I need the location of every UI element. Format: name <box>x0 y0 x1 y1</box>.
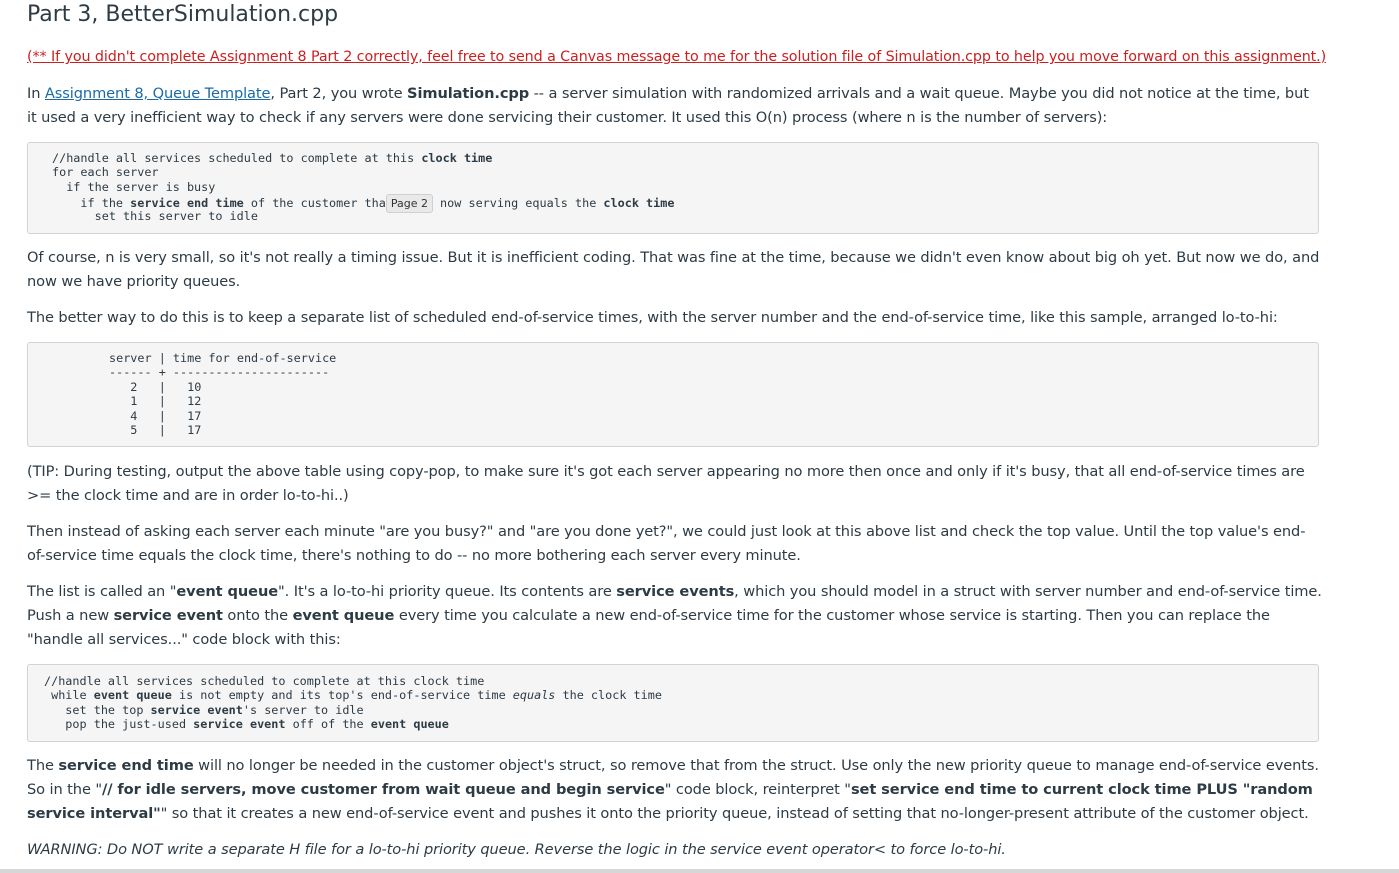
code-block-old-loop <box>27 142 1319 234</box>
intro-text-1: In <box>27 85 45 102</box>
assignment-8-link[interactable]: Assignment 8, Queue Template <box>44 85 271 102</box>
code-line: //handle all services scheduled to complete at this clock time <box>52 151 493 165</box>
of-course-paragraph: Of course, n is very small, so it's not really a timing issue. But it is inefficient coding. That was fine at the time, because we didn't even know about big oh yet. But now we do, and now we have priority queues. <box>27 249 1320 290</box>
intro-text-3: -- a server simulation with randomized arrivals and a wait queue. Maybe you did not notice at the time, but it used a very inefficient way to check if any servers were done servicing their customer. It used this O(n) process (where n is the number of servers): <box>27 85 1309 126</box>
code-line: set the top service event's server to idle <box>44 702 364 717</box>
code-line: while event queue is not empty and its top's end-of-service time equals the clock time <box>44 688 662 703</box>
intro-paragraph <box>27 82 1322 130</box>
code-line: if the server is busy <box>52 179 216 194</box>
table-row: 4 | 17 <box>109 408 202 423</box>
tip-paragraph: (TIP: During testing, output the above table using copy-pop, to make sure it's got each server appearing no more then once and only if it's busy, that all end-of-service times are >= the clock time and are in order lo-to-hi..) <box>27 463 1305 504</box>
table-row: 5 | 17 <box>109 422 202 437</box>
table-divider: ------ + ---------------------- <box>109 365 330 380</box>
code-line: if the service end time of the customer tha Page 2 now serving equals the clock time <box>52 194 1318 208</box>
code-line: pop the just-used service event off of the event queue <box>44 717 449 732</box>
better-way-paragraph: The better way to do this is to keep a separate list of scheduled end-of-service times, with the server number and the end-of-service time, like this sample, arranged lo-to-hi: <box>27 309 1278 326</box>
page-title: Part 3, BetterSimulation.cpp <box>27 2 339 27</box>
code-line: set this server to idle <box>52 208 258 223</box>
table-header: server | time for end-of-service <box>109 351 337 365</box>
service-end-time-paragraph: The service end time will no longer be needed in the customer object's struct, so remove that from the struct. Use only the new priority queue to manage end-of-service events. So in the "// for idle servers, move customer from wait queue and begin service" code block, reinterpret "set service end time to current clock time PLUS "random service interval"" so that it creates a new end-of-service event and pushes it onto the priority queue, instead of setting that no-longer-present attribute of the customer object. <box>27 757 1319 822</box>
end-of-service-table <box>27 342 1319 447</box>
intro-text-2: , Part 2, you wrote <box>270 85 408 102</box>
table-row: 2 | 10 <box>109 379 202 394</box>
event-queue-paragraph: The list is called an "event queue". It's a lo-to-hi priority queue. Its contents are service events, which you should model in a struct with server number and end-of-service time. Push a new service event onto the event queue every time you calculate a new end-of-service time for the customer whose service is starting. Then you can replace the "handle all services..." code block with this: <box>27 583 1322 648</box>
code-line: //handle all services scheduled to complete at this clock time <box>44 674 485 688</box>
page-number-badge: Page 2 <box>386 194 433 213</box>
code-line: for each server <box>52 165 159 180</box>
warning-paragraph: WARNING: Do NOT write a separate H file for a lo-to-hi priority queue. Reverse the logic in the service event operator< to force lo-to-hi. <box>27 841 1006 858</box>
table-row: 1 | 12 <box>109 394 202 409</box>
bottom-divider <box>0 869 1399 873</box>
simulation-file-name: Simulation.cpp <box>407 85 530 102</box>
solution-request-link[interactable]: (** If you didn't complete Assignment 8 Part 2 correctly, feel free to send a Canvas message to me for the solution file of Simulation.cpp to help you move forward on this assignment.) <box>27 49 1327 65</box>
then-paragraph: Then instead of asking each server each minute "are you busy?" and "are you done yet?", we could just look at this above list and check the top value. Until the top value's end-of-service time equals the clock time, there's nothing to do -- no more bothering each server every minute. <box>27 523 1306 564</box>
code-block-event-queue <box>27 664 1319 742</box>
